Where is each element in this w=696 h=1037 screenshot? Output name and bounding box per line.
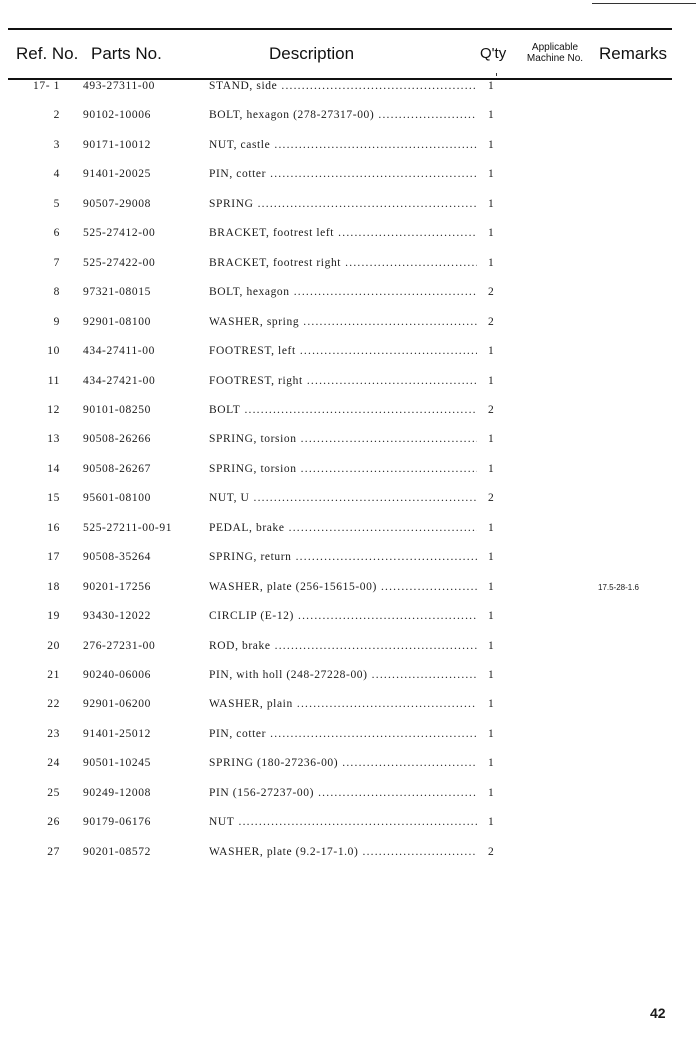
ref-no-cell: 22 <box>47 698 60 711</box>
description-cell: PIN, with holl (248-27228-00) ..... <box>209 669 477 681</box>
parts-no-cell: 525-27211-00-91 <box>83 521 173 534</box>
parts-no-cell: 92901-08100 <box>83 315 151 328</box>
ref-no-cell: 8 <box>53 286 60 299</box>
parts-no-cell: 90249-12008 <box>83 786 151 799</box>
qty-cell: 2 <box>488 403 495 416</box>
qty-cell: 1 <box>488 786 495 799</box>
table-row <box>0 522 696 542</box>
description-cell: SPRING (180-27236-00) ..... <box>209 757 477 769</box>
description-cell: PEDAL, brake ..... <box>209 522 477 534</box>
ref-no-cell: 11 <box>47 374 60 387</box>
description-cell: WASHER, spring ..... <box>209 316 477 328</box>
parts-no-cell: 90101-08250 <box>83 403 151 416</box>
ref-no-cell: 2 <box>53 109 60 122</box>
table-row <box>0 109 696 129</box>
parts-no-cell: 90171-10012 <box>83 138 151 151</box>
ref-no-cell: 4 <box>53 168 60 181</box>
description-cell: WASHER, plate (256-15615-00) ..... <box>209 581 477 593</box>
ref-no-cell: 12 <box>47 403 60 416</box>
qty-cell: 1 <box>488 80 495 92</box>
parts-no-cell: 95601-08100 <box>83 492 151 505</box>
table-row <box>0 463 696 483</box>
table-row <box>0 227 696 247</box>
description-cell: NUT, U ..... <box>209 492 477 504</box>
ref-no-cell: 17 <box>47 551 60 564</box>
description-cell: SPRING, torsion ..... <box>209 463 477 475</box>
header-applicable-machine-no <box>522 42 588 64</box>
parts-no-cell: 90179-06176 <box>83 816 151 829</box>
ref-no-cell: 13 <box>47 433 60 446</box>
table-row <box>0 492 696 512</box>
description-cell: ROD, brake ..... <box>209 640 477 652</box>
parts-no-cell: 93430-12022 <box>83 610 151 623</box>
description-cell: WASHER, plain ..... <box>209 698 477 710</box>
qty-cell: 1 <box>488 256 495 269</box>
qty-cell: 1 <box>488 227 495 240</box>
ref-no-cell: 24 <box>47 757 60 770</box>
description-cell: BOLT ..... <box>209 404 477 416</box>
ref-no-cell: 5 <box>53 197 60 210</box>
qty-cell: 1 <box>488 433 495 446</box>
table-row <box>0 168 696 188</box>
table-header <box>8 28 672 80</box>
ref-no-cell: 18 <box>47 580 60 593</box>
description-cell: BOLT, hexagon ..... <box>209 286 477 298</box>
top-rule <box>592 3 696 4</box>
qty-cell: 1 <box>488 462 495 475</box>
description-cell: PIN (156-27237-00) ..... <box>209 787 477 799</box>
table-row <box>0 433 696 453</box>
ref-no-cell: 16 <box>47 521 60 534</box>
qty-cell: 1 <box>488 168 495 181</box>
table-row <box>0 375 696 395</box>
header-remarks: Remarks <box>599 44 668 63</box>
parts-no-cell: 90501-10245 <box>83 757 151 770</box>
qty-cell: 1 <box>488 138 495 151</box>
parts-no-cell: 90508-26266 <box>83 433 151 446</box>
description-cell: BOLT, hexagon (278-27317-00) ..... <box>209 109 477 121</box>
qty-cell: 1 <box>488 816 495 829</box>
qty-cell: 2 <box>488 315 495 328</box>
description-cell: BRACKET, footrest left ..... <box>209 227 477 239</box>
qty-cell: 1 <box>488 610 495 623</box>
ref-no-cell: 26 <box>47 816 60 829</box>
table-row <box>0 816 696 836</box>
ref-no-cell: 17- 1 <box>33 80 60 92</box>
header-ref-no: Ref. No. <box>16 44 79 63</box>
table-row <box>0 551 696 571</box>
parts-no-cell: 276-27231-00 <box>83 639 156 652</box>
table-row <box>0 316 696 336</box>
qty-cell: 1 <box>488 109 495 122</box>
table-row <box>0 610 696 630</box>
parts-no-cell: 90102-10006 <box>83 109 151 122</box>
parts-no-cell: 90508-35264 <box>83 551 151 564</box>
table-row <box>0 80 696 100</box>
parts-no-cell: 90508-26267 <box>83 462 151 475</box>
parts-no-cell: 525-27412-00 <box>83 227 156 240</box>
table-row <box>0 698 696 718</box>
header-applicable-line2: Machine No. <box>526 53 584 64</box>
description-cell: PIN, cotter ..... <box>209 728 477 740</box>
qty-cell: 1 <box>488 698 495 711</box>
ref-no-cell: 27 <box>47 845 60 858</box>
table-row <box>0 640 696 660</box>
ref-no-cell: 15 <box>47 492 60 505</box>
qty-cell: 1 <box>488 639 495 652</box>
header-description: Description <box>269 44 355 63</box>
description-cell: NUT ..... <box>209 816 477 828</box>
table-row <box>0 198 696 218</box>
ref-no-cell: 10 <box>47 345 60 358</box>
table-row <box>0 728 696 748</box>
table-row <box>0 581 696 601</box>
description-cell: FOOTREST, right ..... <box>209 375 477 387</box>
description-cell: CIRCLIP (E-12) ..... <box>209 610 477 622</box>
ref-no-cell: 19 <box>47 610 60 623</box>
parts-no-cell: 525-27422-00 <box>83 256 156 269</box>
ref-no-cell: 23 <box>47 727 60 740</box>
remarks-cell: 17.5-28-1.6 <box>598 582 639 592</box>
parts-no-cell: 90507-29008 <box>83 197 151 210</box>
table-row <box>0 669 696 689</box>
parts-no-cell: 91401-20025 <box>83 168 151 181</box>
table-row <box>0 846 696 866</box>
ref-no-cell: 25 <box>47 786 60 799</box>
parts-no-cell: 434-27421-00 <box>83 374 156 387</box>
ref-no-cell: 20 <box>47 639 60 652</box>
qty-cell: 1 <box>488 580 495 593</box>
description-cell: BRACKET, footrest right ..... <box>209 257 477 269</box>
qty-cell: 1 <box>488 374 495 387</box>
qty-cell: 1 <box>488 727 495 740</box>
description-cell: WASHER, plate (9.2-17-1.0) ..... <box>209 846 477 858</box>
parts-no-cell: 90201-17256 <box>83 580 151 593</box>
qty-cell: 2 <box>488 286 495 299</box>
description-cell: STAND, side ..... <box>209 80 477 92</box>
ref-no-cell: 21 <box>47 669 60 681</box>
qty-cell: 1 <box>488 757 495 770</box>
table-row <box>0 757 696 777</box>
table-row <box>0 345 696 365</box>
qty-cell: 2 <box>488 492 495 505</box>
parts-no-cell: 90201-08572 <box>83 845 151 858</box>
parts-no-cell: 97321-08015 <box>83 286 151 299</box>
parts-no-cell: 434-27411-00 <box>83 345 155 358</box>
description-cell: FOOTREST, left ..... <box>209 345 477 357</box>
parts-no-cell: 92901-06200 <box>83 698 151 711</box>
description-cell: SPRING, return ..... <box>209 551 477 563</box>
qty-cell: 1 <box>488 345 495 358</box>
table-row <box>0 257 696 277</box>
description-cell: SPRING ..... <box>209 198 477 210</box>
header-qty: Q'ty <box>480 45 507 62</box>
table-row <box>0 404 696 424</box>
parts-no-cell: 90240-06006 <box>83 669 151 681</box>
qty-cell: 1 <box>488 669 495 681</box>
ref-no-cell: 7 <box>53 256 60 269</box>
ref-no-cell: 6 <box>53 227 60 240</box>
description-cell: SPRING, torsion ..... <box>209 433 477 445</box>
description-cell: PIN, cotter ..... <box>209 168 477 180</box>
qty-cell: 2 <box>488 845 495 858</box>
qty-cell: 1 <box>488 197 495 210</box>
qty-cell: 1 <box>488 521 495 534</box>
parts-no-cell: 493-27311-00 <box>83 80 155 92</box>
table-row <box>0 139 696 159</box>
table-row <box>0 787 696 807</box>
ref-no-cell: 14 <box>47 462 60 475</box>
parts-no-cell: 91401-25012 <box>83 727 151 740</box>
description-cell: NUT, castle ..... <box>209 139 477 151</box>
table-row <box>0 286 696 306</box>
qty-cell: 1 <box>488 551 495 564</box>
ref-no-cell: 3 <box>53 138 60 151</box>
qty-tick <box>496 73 497 76</box>
header-parts-no: Parts No. <box>91 44 162 63</box>
header-applicable-line1: Applicable <box>531 42 579 53</box>
ref-no-cell: 9 <box>53 315 60 328</box>
page-number: 42 <box>650 1005 666 1021</box>
